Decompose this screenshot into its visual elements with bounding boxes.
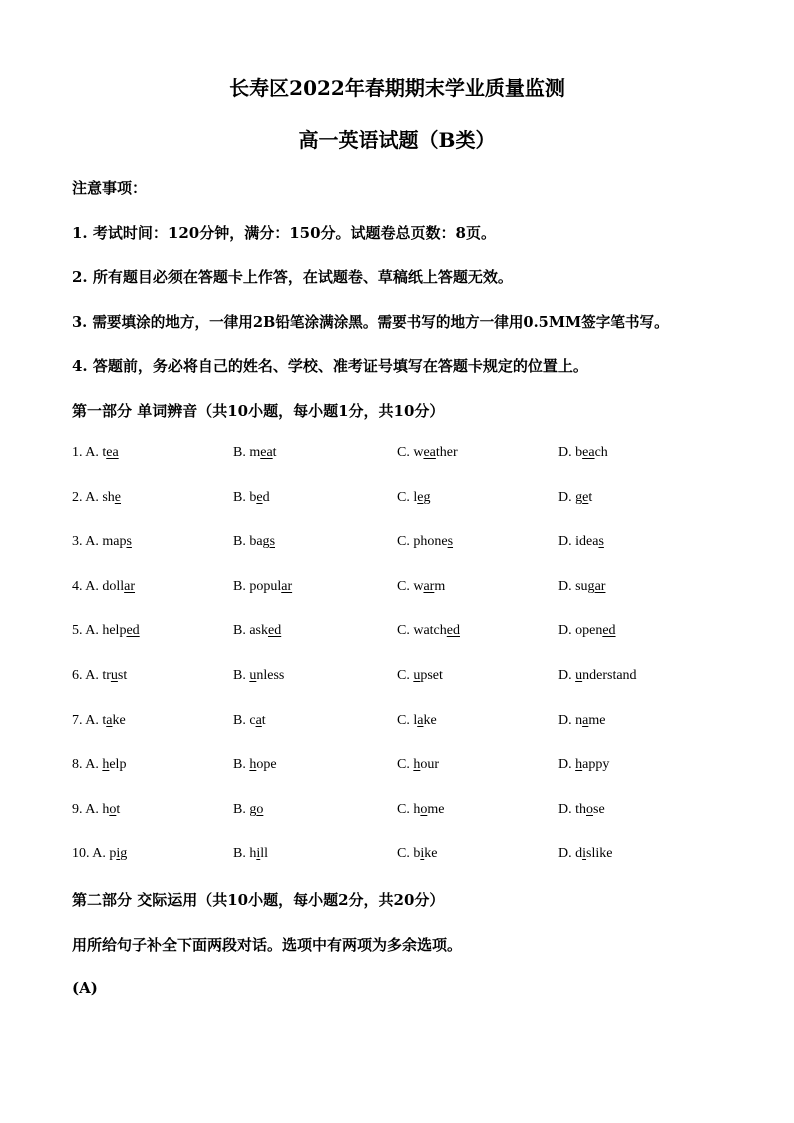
answer-option: D. sugar [558, 578, 606, 594]
answer-option: D. understand [558, 668, 637, 683]
part2-instruction: 用所给句子补全下面两段对话。选项中有两项为多余选项。 [72, 936, 463, 954]
underlined-letters: ea [260, 445, 273, 460]
answer-option: C. hour [397, 757, 440, 773]
part1-heading: 第一部分 单词辨音（共10小题，每小题1分，共10分） [72, 402, 445, 420]
answer-option: B. popular [233, 578, 293, 594]
underlined-letters: ed [602, 623, 616, 639]
notice-item: 4. 答题前，务必将自己的姓名、学校、准考证号填写在答题卡规定的位置上。 [72, 357, 588, 375]
answer-option: C. home [397, 801, 445, 817]
underlined-letters: u [249, 668, 257, 683]
answer-option: 1. A. tea [72, 445, 119, 460]
underlined-letters: a [255, 712, 262, 728]
answer-option: B. hill [233, 846, 269, 862]
notice-item: 2. 所有题目必须在答题卡上作答，在试题卷、草稿纸上答题无效。 [72, 268, 513, 286]
underlined-letters: ar [124, 578, 136, 594]
question-row [0, 490, 794, 510]
answer-option: B. unless [233, 668, 285, 683]
underlined-letters: ar [594, 578, 606, 594]
underlined-letters: o [586, 801, 593, 817]
underlined-letters: e [417, 489, 424, 505]
question-row [0, 846, 794, 866]
underlined-letters: u [413, 668, 421, 683]
underlined-letters: o [420, 801, 428, 817]
answer-option: D. beach [558, 445, 608, 460]
answer-option: D. happy [558, 757, 610, 773]
question-row [0, 802, 794, 822]
underlined-letters: i [582, 846, 587, 862]
notice-item: 1. 考试时间：120分钟，满分：150分。试题卷总页数：8页。 [72, 224, 496, 242]
answer-option: C. upset [397, 668, 443, 683]
notice-heading: 注意事项： [72, 179, 148, 197]
question-row [0, 623, 794, 643]
answer-option: 6. A. trust [72, 668, 128, 683]
page-title: 长寿区2022年春期期末学业质量监测 [229, 76, 565, 100]
underlined-letters: u [110, 668, 118, 683]
underlined-letters: o [109, 801, 117, 817]
answer-option: 3. A. maps [72, 534, 132, 550]
underlined-letters: e [582, 489, 589, 505]
underlined-letters: ea [106, 445, 119, 460]
answer-option: B. meat [233, 445, 277, 460]
answer-option: 7. A. take [72, 712, 126, 728]
underlined-letters: s [598, 534, 604, 550]
answer-option: B. cat [233, 712, 266, 728]
question-row [0, 579, 794, 599]
underlined-letters: h [575, 757, 583, 773]
answer-option: 4. A. dollar [72, 578, 136, 594]
underlined-letters: a [582, 712, 589, 728]
answer-option: C. lake [397, 712, 437, 728]
underlined-letters: ar [281, 578, 293, 594]
underlined-letters: ea [582, 445, 595, 460]
answer-option: B. hope [233, 757, 277, 773]
answer-option: D. dislike [558, 846, 613, 862]
page-subtitle: 高一英语试题（B类） [298, 128, 496, 152]
answer-option: D. those [558, 801, 605, 817]
underlined-letters: e [256, 489, 263, 505]
underlined-letters: o [256, 801, 264, 817]
underlined-letters: h [102, 757, 110, 773]
answer-option: C. bike [397, 846, 438, 862]
underlined-letters: h [249, 757, 257, 773]
underlined-letters: a [106, 712, 113, 728]
underlined-letters: a [417, 712, 424, 728]
answer-option: D. get [558, 489, 593, 505]
underlined-letters: s [447, 534, 454, 550]
answer-option: 5. A. helped [72, 623, 140, 639]
question-row [0, 445, 794, 465]
answer-option: 10. A. pig [72, 846, 128, 862]
question-row [0, 668, 794, 688]
answer-option: B. bags [233, 534, 276, 550]
underlined-letters: ea [423, 445, 436, 460]
underlined-letters: h [413, 757, 421, 773]
section-label: (A) [72, 979, 98, 997]
answer-option: 8. A. help [72, 757, 127, 773]
answer-option: D. opened [558, 623, 616, 639]
underlined-letters: i [116, 846, 121, 862]
underlined-letters: ar [423, 578, 435, 594]
underlined-letters: e [114, 489, 122, 505]
question-row [0, 534, 794, 554]
answer-option: B. go [233, 801, 264, 817]
part2-heading: 第二部分 交际运用（共10小题，每小题2分，共20分） [72, 891, 445, 909]
underlined-letters: u [575, 668, 583, 683]
answer-option: C. watched [397, 623, 460, 639]
answer-option: C. warm [397, 578, 446, 594]
question-row [0, 757, 794, 777]
underlined-letters: i [256, 846, 261, 862]
answer-option: C. leg [397, 489, 431, 505]
answer-option: C. phones [397, 534, 454, 550]
underlined-letters: i [420, 846, 425, 862]
underlined-letters: ed [446, 623, 460, 639]
notice-item: 3. 需要填涂的地方，一律用2B铅笔涂满涂黑。需要书写的地方一律用0.5MM签字笔书写。 [72, 314, 669, 331]
answer-option: D. name [558, 712, 606, 728]
underlined-letters: ed [126, 623, 140, 639]
answer-option: D. ideas [558, 534, 604, 550]
question-row [0, 713, 794, 733]
answer-option: B. bed [233, 489, 270, 505]
underlined-letters: ed [268, 623, 282, 639]
answer-option: C. weather [397, 445, 458, 460]
answer-option: 2. A. she [72, 489, 122, 505]
underlined-letters: s [269, 534, 276, 550]
answer-option: 9. A. hot [72, 801, 121, 817]
underlined-letters: s [126, 534, 132, 550]
answer-option: B. asked [233, 623, 282, 639]
